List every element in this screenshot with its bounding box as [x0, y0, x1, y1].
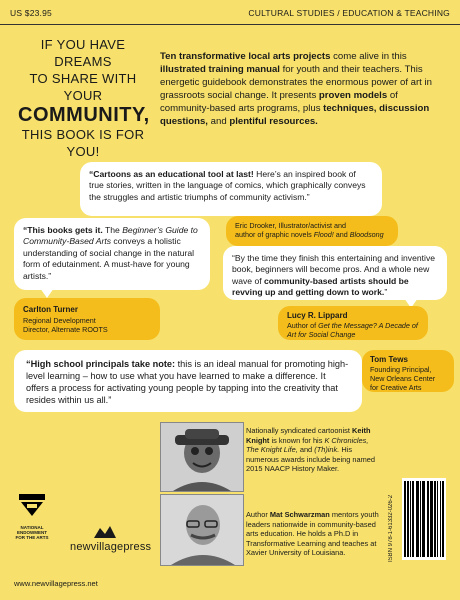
attr3-l1b: Get the Message? A Decade of Art for Social Change — [287, 321, 418, 339]
photo-keith-knight — [160, 422, 244, 492]
photo-mat-schwarzman — [160, 494, 244, 566]
attr1-line1: Eric Drooker, Illustrator/activist and — [235, 221, 347, 230]
bio-knight-i3: (Th)ink. — [314, 445, 340, 455]
intro-bold-7: techniques, discussion questions, — [160, 103, 430, 127]
attr4-line3: for Creative Arts — [370, 383, 422, 392]
nea-caption-1: NATIONAL — [20, 525, 44, 530]
attr3-l1a: Author of — [287, 321, 319, 330]
hero-line-1: IF YOU HAVE DREAMS — [40, 37, 126, 69]
intro-paragraph — [160, 50, 450, 128]
barcode-icon — [402, 478, 446, 560]
quote3-bold: community-based artists should be revving up and getting down to work. — [232, 275, 409, 298]
nea-emblem-icon — [17, 490, 47, 520]
bio-knight-i2: The Knight Life, — [246, 445, 298, 455]
attr3-name: Lucy R. Lippard — [287, 311, 348, 320]
quote4-text: this is an ideal manual for promoting high-level learning – how to use what you have learned to make a difference. It offers a process for activating young people by tapping into the creativity that resides within us all.” — [26, 359, 349, 405]
bio-knight-t4: His numerous awards include being named 2015 NAACP History Maker. — [246, 445, 376, 474]
intro-bold-1: Ten transformative local arts projects — [160, 51, 331, 62]
portrait-knight-icon — [161, 423, 243, 491]
quote-bubble-lippard — [223, 246, 447, 300]
attr1-l2b: Flood! — [313, 230, 334, 239]
quote2-t2: conveys a holistic understanding of social change in the natural form of edutainment. A must-have for young artists.” — [23, 236, 195, 281]
quote3-text: “By the time they finish this entertaining and inventive book, beginners will become pros. And a whole new wave of — [232, 253, 436, 286]
intro-text-8: and — [207, 116, 230, 127]
attribution-turner — [14, 298, 160, 340]
attr2-line1: Regional Development — [23, 316, 96, 325]
nea-logo — [10, 490, 54, 540]
bio-schwarzman-name: Mat Schwarzman — [269, 510, 330, 519]
isbn-label: ISBN 978-1-61332-026-2 — [388, 494, 394, 562]
bio-keith-knight — [246, 426, 380, 474]
intro-bold-5: proven models — [318, 90, 388, 101]
quote-bubble-turner — [14, 218, 210, 290]
portrait-schwarzman-icon — [161, 495, 243, 565]
attribution-lippard — [278, 306, 428, 340]
hero-line-3: COMMUNITY, — [18, 104, 150, 126]
hero-line-2: TO SHARE WITH YOUR — [29, 71, 137, 103]
hero-line-4: THIS BOOK IS FOR YOU! — [21, 127, 145, 159]
bio-knight-t2: is known for his — [269, 435, 325, 445]
publisher-url: www.newvillagepress.net — [14, 579, 98, 588]
intro-text-2: come alive in this — [330, 51, 407, 62]
attr1-l2a: author of graphic novels — [235, 230, 314, 239]
attr4-line2: New Orleans Center — [370, 374, 436, 383]
hero-headline — [18, 36, 148, 160]
quote2-tail — [40, 288, 54, 298]
quote1-bold: “Cartoons as an educational tool at last! — [89, 169, 254, 179]
bio-knight-t1: Nationally syndicated cartoonist — [246, 426, 352, 435]
attr2-name: Carlton Turner — [23, 305, 78, 314]
bio-schwarzman-t2: mentors youth leaders nationwide in community-based arts education. He holds a Ph.D in Transformative Learning and teaches at Xavier University of Louisiana. — [246, 510, 379, 558]
attr1-l2c: and — [333, 230, 350, 239]
attr1-line2 — [235, 230, 389, 239]
quote2-bold: “This books gets it. — [23, 225, 103, 235]
bio-schwarzman-t1: Author — [246, 510, 270, 519]
nea-caption-2: ENDOWMENT — [17, 530, 47, 535]
bio-knight-t3: and — [297, 445, 315, 455]
intro-bold-9: plentiful resources. — [229, 116, 318, 127]
publisher-name: newvillagepress — [70, 541, 152, 553]
attr2-line2: Director, Alternate ROOTS — [23, 325, 108, 334]
attr1-l2d: Bloodsong — [349, 230, 384, 239]
quote3-end: ” — [384, 287, 388, 298]
attr4-line1: Founding Principal, — [370, 365, 432, 374]
quote-bubble-drooker — [80, 162, 382, 216]
price-label: US $23.95 — [10, 8, 52, 18]
intro-bold-3: illustrated training manual — [160, 64, 280, 75]
quote-bubble-tews — [14, 350, 362, 412]
attribution-tews — [362, 350, 454, 392]
intro-text-6: of community-based arts programs, plus — [160, 90, 398, 114]
bio-knight-name: Keith Knight — [246, 426, 371, 445]
quote4-bold: “High school principals take note: — [26, 359, 176, 369]
intro-text-4: for youth and their teachers. This energetic guidebook demonstrates the enormous power of art in grassroots social change. It presents — [160, 64, 432, 101]
category-label: CULTURAL STUDIES / EDUCATION & TEACHING — [248, 8, 450, 18]
attribution-drooker — [226, 216, 398, 246]
quote2-italic: Beginner’s Guide to Community-Based Arts — [23, 225, 198, 247]
attr3-line1 — [287, 321, 419, 339]
quote1-text: Here’s an inspired book of true stories, written in the language of comics, which graphically conveys the struggles and artistic triumphs of community activism.” — [89, 169, 366, 202]
nea-caption-3: FOR THE ARTS — [15, 535, 49, 540]
attr4-name: Tom Tews — [370, 355, 408, 364]
bio-knight-i1: K Chronicles, — [324, 435, 369, 445]
quote2-t1: The — [102, 225, 123, 235]
bio-mat-schwarzman — [246, 510, 380, 558]
